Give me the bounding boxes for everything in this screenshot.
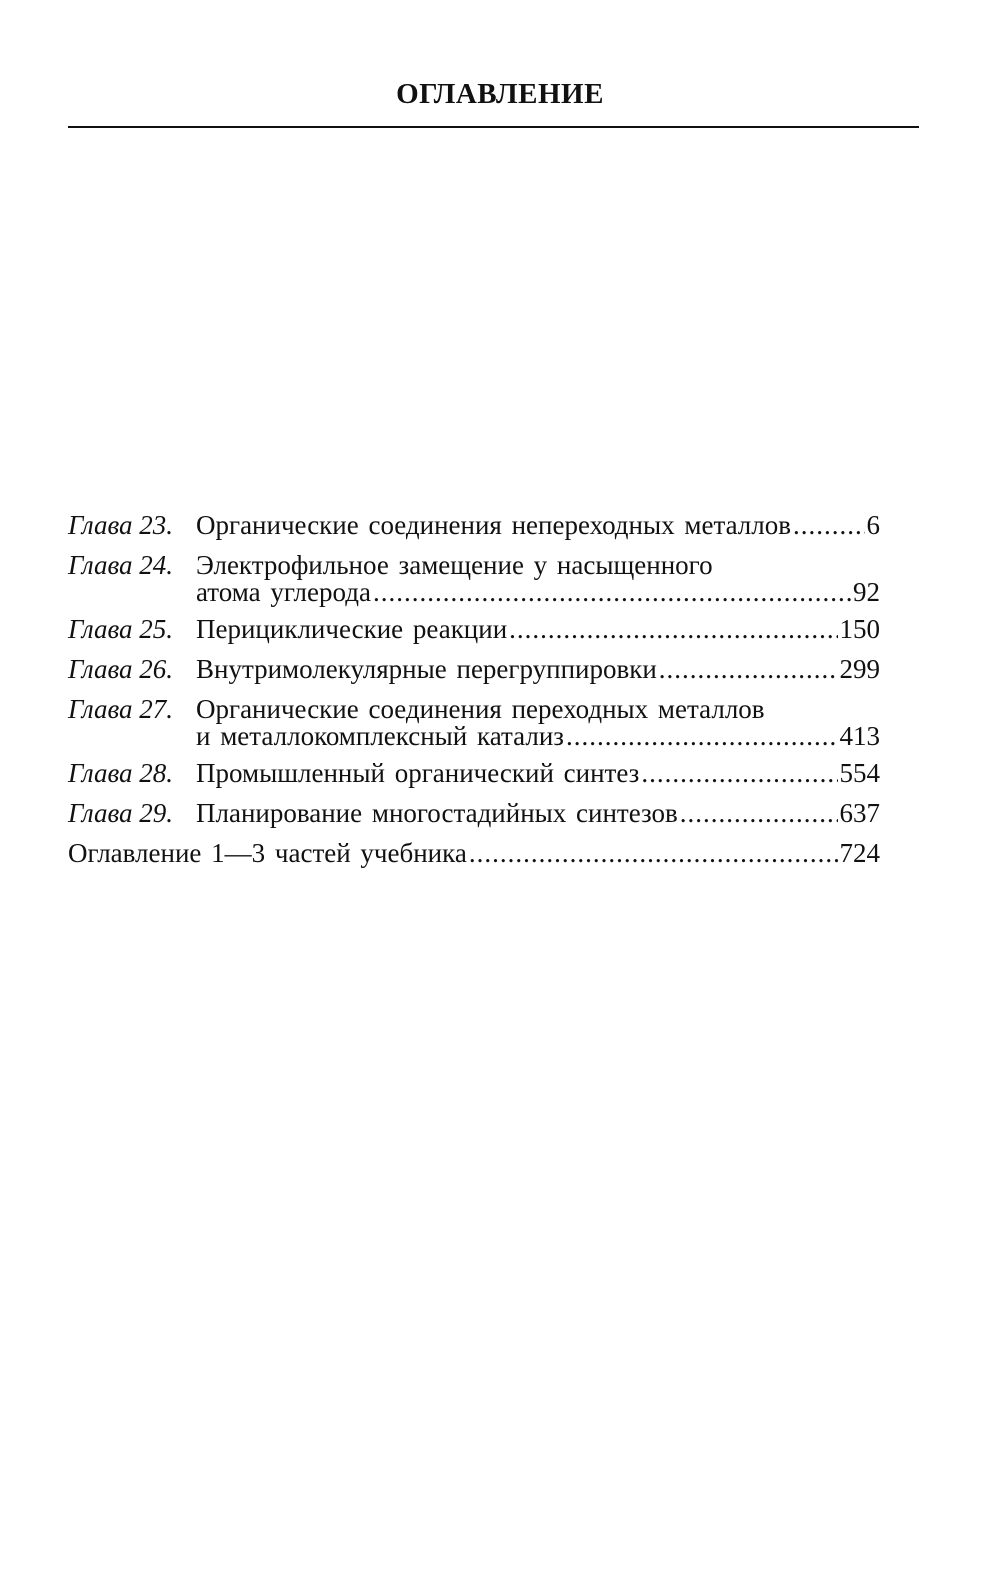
toc-entry[interactable] [68,545,880,609]
title-rule [68,126,919,128]
chapter-title: Внутримолекулярные перегруппировки [196,654,657,684]
page-number: 554 [839,758,880,788]
toc-entry[interactable] [68,609,880,649]
toc-entry-contents-parts[interactable] [68,833,880,873]
toc-entry[interactable] [68,505,880,545]
chapter-label: Глава 25. [68,614,174,644]
dot-leader [641,753,837,793]
dot-leader [373,577,851,607]
page-number: 6 [866,510,880,540]
chapter-title-continued: атома углерода [196,577,371,607]
toc-entry[interactable] [68,753,880,793]
chapter-label: Глава 23. [68,510,174,540]
chapter-label: Глава 27. [68,694,174,724]
dot-leader [509,609,837,649]
dot-leader [566,721,838,751]
entry-title: Оглавление 1—3 частей учебника [68,838,467,868]
dot-leader [659,649,838,689]
toc-entry[interactable] [68,649,880,689]
chapter-title: Органические соединения непереходных металлов [196,510,791,540]
page-number: 413 [839,721,880,751]
page-number: 92 [853,577,880,607]
chapter-title: Промышленный органический синтез [196,758,640,788]
chapter-label: Глава 28. [68,758,174,788]
page-number: 637 [839,798,880,828]
page-number: 724 [839,838,880,868]
chapter-title-continued: и металлокомплексный катализ [196,721,564,751]
page-title: ОГЛАВЛЕНИЕ [396,78,604,110]
chapter-title: Перициклические реакции [196,614,508,644]
page-number: 150 [839,614,880,644]
page-number: 299 [839,654,880,684]
chapter-title: Органические соединения переходных металлов [196,694,765,724]
dot-leader [680,793,838,833]
chapter-label: Глава 26. [68,654,174,684]
chapter-title: Планирование многостадийных синтезов [196,798,678,828]
chapter-label: Глава 24. [68,550,174,580]
chapter-title: Электрофильное замещение у насыщенного [196,550,713,580]
dot-leader [793,505,865,545]
dot-leader [469,833,838,873]
toc-entry[interactable] [68,689,880,753]
toc-list [68,505,880,873]
toc-entry[interactable] [68,793,880,833]
chapter-label: Глава 29. [68,798,174,828]
